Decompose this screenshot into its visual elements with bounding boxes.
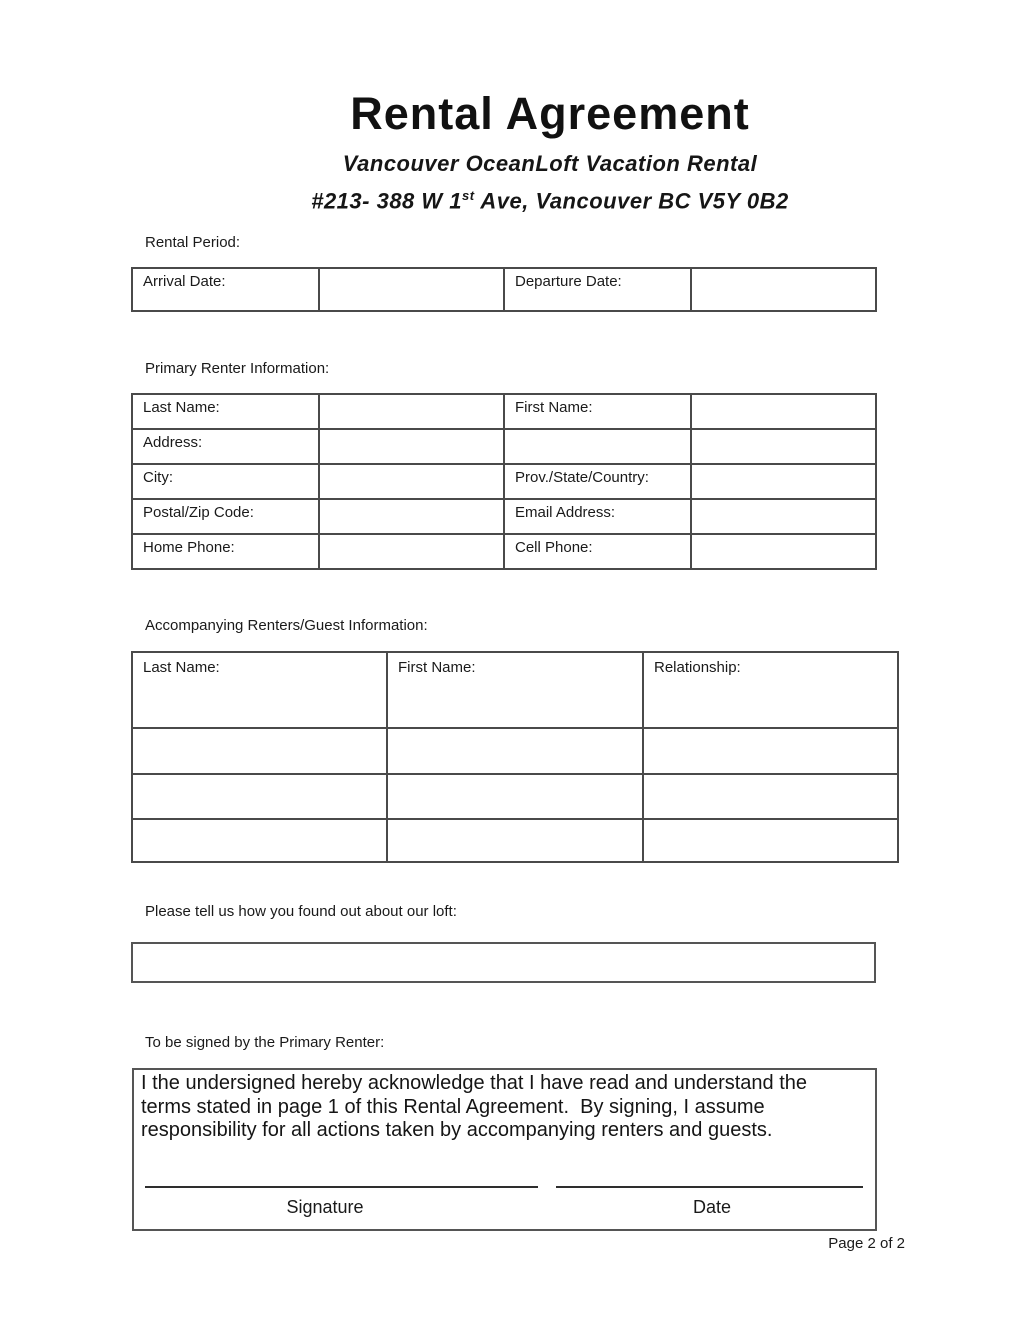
guest-first-name-field[interactable] xyxy=(387,774,643,819)
city-field[interactable] xyxy=(319,464,504,499)
prov-state-country-label: Prov./State/Country: xyxy=(504,464,691,499)
referral-input-box[interactable] xyxy=(131,942,876,983)
email-address-field[interactable] xyxy=(691,499,876,534)
accompanying-renters-table xyxy=(131,651,899,863)
first-name-field[interactable] xyxy=(691,394,876,429)
guest-relationship-field[interactable] xyxy=(643,819,898,862)
home-phone-label: Home Phone: xyxy=(132,534,319,569)
guest-first-name-field[interactable] xyxy=(387,819,643,862)
address-field-2[interactable] xyxy=(504,429,691,464)
cell-phone-field[interactable] xyxy=(691,534,876,569)
home-phone-field[interactable] xyxy=(319,534,504,569)
arrival-date-field[interactable] xyxy=(319,268,504,311)
rental-period-table xyxy=(131,267,877,312)
table-header-row xyxy=(132,652,898,728)
guest-last-name-field[interactable] xyxy=(132,728,387,774)
table-row xyxy=(132,394,876,429)
accompanying-renters-section-label: Accompanying Renters/Guest Information: xyxy=(145,617,428,634)
guest-relationship-field[interactable] xyxy=(643,728,898,774)
guest-relationship-header: Relationship: xyxy=(643,652,898,728)
city-label: City: xyxy=(132,464,319,499)
table-row xyxy=(132,499,876,534)
table-row xyxy=(132,429,876,464)
table-row xyxy=(132,534,876,569)
guest-last-name-field[interactable] xyxy=(132,819,387,862)
last-name-label: Last Name: xyxy=(132,394,319,429)
table-row xyxy=(132,728,898,774)
page-title: Rental Agreement xyxy=(350,88,750,139)
departure-date-field[interactable] xyxy=(691,268,876,311)
cell-phone-label: Cell Phone: xyxy=(504,534,691,569)
address-field[interactable] xyxy=(319,429,504,464)
address-start: #213- 388 W 1 xyxy=(311,188,463,214)
table-row xyxy=(132,819,898,862)
guest-relationship-field[interactable] xyxy=(643,774,898,819)
prov-state-country-field[interactable] xyxy=(691,464,876,499)
postal-zip-field[interactable] xyxy=(319,499,504,534)
document-subtitle: Vancouver OceanLoft Vacation Rental xyxy=(342,151,758,176)
table-row xyxy=(132,464,876,499)
address-label: Address: xyxy=(132,429,319,464)
acknowledgement-box xyxy=(132,1068,877,1231)
table-row xyxy=(132,774,898,819)
last-name-field[interactable] xyxy=(319,394,504,429)
address-end: Ave, Vancouver BC V5Y 0B2 xyxy=(474,188,789,214)
arrival-date-label: Arrival Date: xyxy=(132,268,319,311)
table-row xyxy=(132,268,876,311)
departure-date-label: Departure Date: xyxy=(504,268,691,311)
address-ordinal-suffix: st xyxy=(462,188,475,203)
signature-line[interactable] xyxy=(145,1186,538,1188)
signature-caption: Signature xyxy=(286,1197,364,1217)
guest-last-name-field[interactable] xyxy=(132,774,387,819)
postal-zip-label: Postal/Zip Code: xyxy=(132,499,319,534)
page-number: Page 2 of 2 xyxy=(828,1235,905,1252)
date-caption: Date xyxy=(692,1197,732,1217)
acknowledgement-text: I the undersigned hereby acknowledge that I have read and understand the terms stated in page 1 of this Rental Agreement. By signing, I assume responsibility for all actions taken by accompanying renters and guests. xyxy=(141,1072,813,1141)
referral-section-label: Please tell us how you found out about our loft: xyxy=(145,903,457,920)
primary-renter-table xyxy=(131,393,877,570)
email-address-label: Email Address: xyxy=(504,499,691,534)
address-field-3[interactable] xyxy=(691,429,876,464)
rental-period-section-label: Rental Period: xyxy=(145,234,241,251)
guest-first-name-field[interactable] xyxy=(387,728,643,774)
signature-section-label: To be signed by the Primary Renter: xyxy=(145,1034,385,1051)
document-address xyxy=(76,188,1024,214)
date-line[interactable] xyxy=(556,1186,863,1188)
guest-last-name-header: Last Name: xyxy=(132,652,387,728)
first-name-label: First Name: xyxy=(504,394,691,429)
primary-renter-section-label: Primary Renter Information: xyxy=(145,360,330,377)
guest-first-name-header: First Name: xyxy=(387,652,643,728)
